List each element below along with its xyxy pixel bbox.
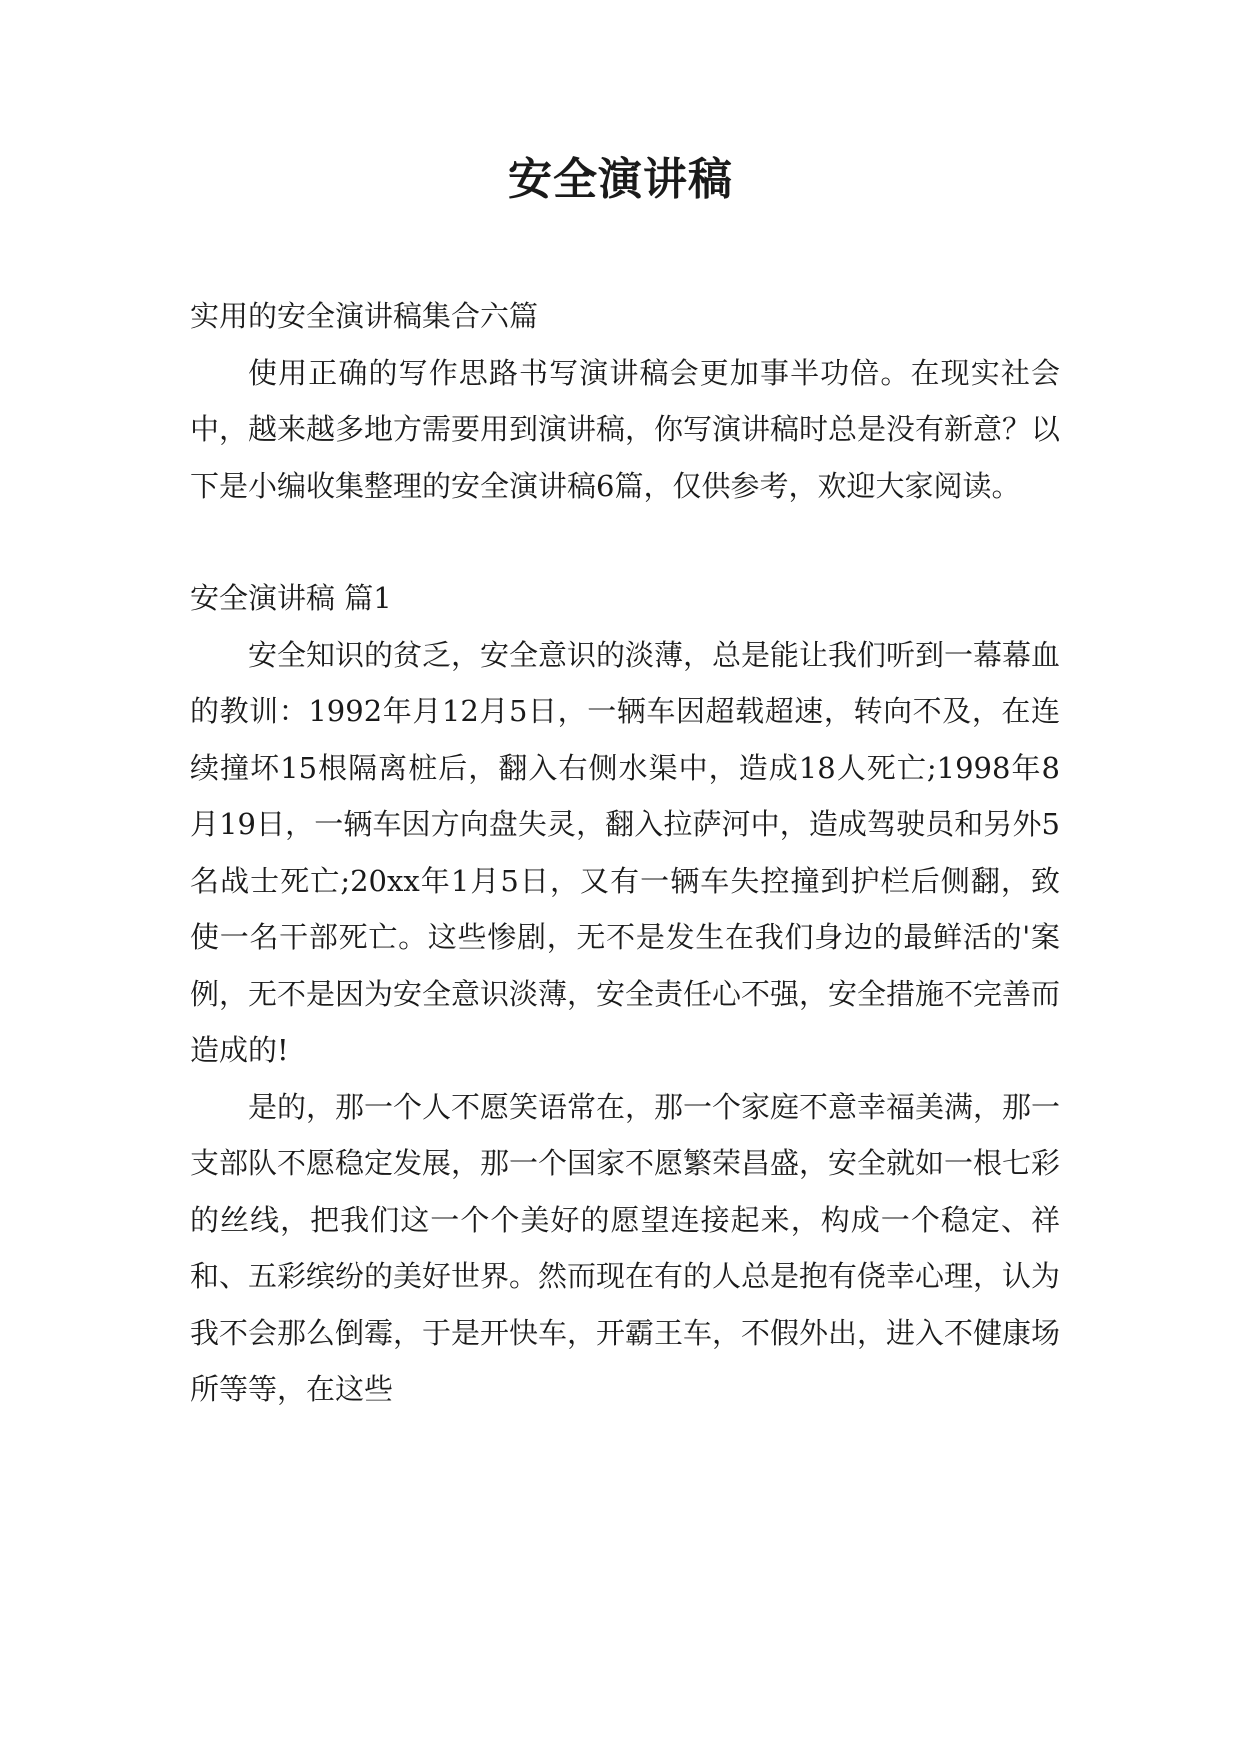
document-title: 安全演讲稿 xyxy=(508,154,733,205)
document-subtitle: 实用的安全演讲稿集合六篇 xyxy=(190,299,539,333)
section-heading: 安全演讲稿 篇1 xyxy=(190,581,392,615)
document-body xyxy=(190,288,1060,1418)
body-paragraph: 安全知识的贫乏，安全意识的淡薄，总是能让我们听到一幕幕血的教训：1992年月12月5日，一辆车因超载超速，转向不及，在连续撞坏15根隔离桩后，翻入右侧水渠中，造成18人死亡;1998年8月19日，一辆车因方向盘失灵，翻入拉萨河中，造成驾驶员和另外5名战士死亡;20xx年1月5日，又有一辆车失控撞到护栏后侧翻，致使一名干部死亡。这些惨剧，无不是发生在我们身边的最鲜活的'案例，无不是因为安全意识淡薄，安全责任心不强，安全措施不完善而造成的! xyxy=(190,637,1061,1067)
body-paragraph: 是的，那一个人不愿笑语常在，那一个家庭不意幸福美满，那一支部队不愿稳定发展，那一个国家不愿繁荣昌盛，安全就如一根七彩的丝线，把我们这一个个美好的愿望连接起来，构成一个稳定、祥和、五彩缤纷的美好世界。然而现在有的人总是抱有侥幸心理，认为我不会那么倒霉，于是开快车，开霸王车，不假外出，进入不健康场所等等，在这些 xyxy=(190,1089,1061,1406)
intro-paragraph: 使用正确的写作思路书写演讲稿会更加事半功倍。在现实社会中，越来越多地方需要用到演讲稿，你写演讲稿时总是没有新意？以下是小编收集整理的安全演讲稿6篇，仅供参考，欢迎大家阅读。 xyxy=(190,355,1061,503)
section-spacer xyxy=(190,514,1060,570)
